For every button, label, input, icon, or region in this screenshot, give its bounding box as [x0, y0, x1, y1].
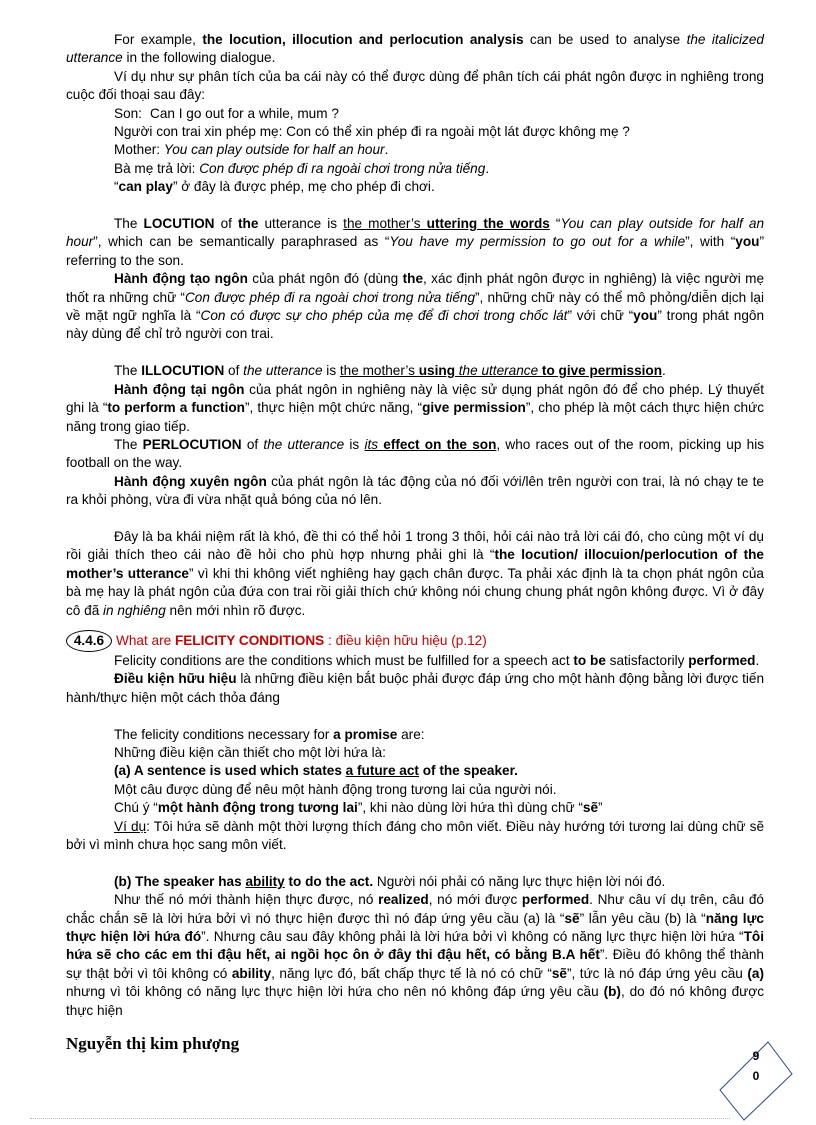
paragraph-exam-note: Đây là ba khái niệm rất là khó, đề thi có thể hỏi 1 trong 3 thôi, hỏi cái nào trả lời cái đó, cho cùng một ví dụ rồi giải thích theo cái nào đề hỏi cho phù hợp nhưng phải ghi là “the locution/ illocuion/perlocution of the mother’s utterance” vì khi thi không viết nghiêng hay gạch chân được. Ta phải xác định là ta chọn phát ngôn của bà mẹ hay là phát ngôn của đứa con trai rồi giải thích chứ không nói chung chung phát ngôn không được. Vì ở đây cô đã in nghiêng nên mới nhìn rõ được. [66, 528, 764, 618]
paragraph-example-intro-vn: Ví dụ như sự phân tích của ba cái này có thể được dùng để phân tích cái phát ngôn được in nghiêng trong cuộc đối thoại sau đây: [66, 68, 764, 103]
dialogue-son-vn: Người con trai xin phép mẹ: Con có thể xin phép đi ra ngoài một lát được không mẹ ? [114, 124, 630, 140]
promise-intro: The felicity conditions necessary for a promise are: [114, 726, 425, 742]
section-number: 4.4.6 [66, 630, 112, 652]
dialogue-son: Son: Can I go out for a while, mum ? [114, 105, 339, 121]
section-title: What are FELICITY CONDITIONS : điều kiện hữu hiệu (p.12) [116, 632, 487, 648]
paragraph-perlocution-vn: Hành động xuyên ngôn của phát ngôn là tác động của nó đối với/lên trên người con trai, là nó chạy te te ra khỏi phòng, vừa đi vừa nhặt quả bóng của nó lên. [66, 473, 764, 508]
can-play-note: “can play” ở đây là được phép, mẹ cho phép đi chơi. [114, 179, 435, 195]
condition-b: (b) The speaker has ability to do the act. Người nói phải có năng lực thực hiện lời nói đó. [114, 873, 666, 889]
page-number-box [716, 1040, 796, 1122]
section-heading-felicity [66, 630, 764, 652]
condition-a-example: Ví dụ: Tôi hứa sẽ dành một thời lượng thích đáng cho môn viết. Điều này hướng tới tương lai dùng chữ sẽ bởi vì mình chưa học sang môn viết. [66, 818, 765, 852]
paragraph-felicity-definition: Felicity conditions are the conditions which must be fulfilled for a speech act to be satisfactorily performed. [114, 652, 760, 668]
paragraph-ability-vn: Như thế nó mới thành hiện thực được, nó realized, nó mới được performed. Như câu ví dụ trên, câu đó chắc chắn sẽ là lời hứa bởi vì nó thực hiện được thì nó đáp ứng yêu cầu (a) là “sẽ” lẫn yêu cầu (b) là “năng lực thực hiện lời hứa đó”. Nhưng câu sau đây không phải là lời hứa bởi vì không có năng lực thực hiện lời hứa “Tôi hứa sẽ cho các em thi đậu hết, ai ngồi học ôn ở đây thi đậu hết, có bằng B.A hết”. Điều đó không thể thành sự thật bởi vì tôi không có ability, năng lực đó, bất chấp thực tế là nó có chữ “sẽ”, tức là nó đáp ứng yêu cầu (a) nhưng vì tôi không có năng lực thực hiện lời hứa cho nên nó không đáp ứng yêu cầu (b), do đó nó không được thực hiện [66, 892, 764, 1018]
paragraph-perlocution: The PERLOCUTION of the utterance is its effect on the son, who races out of the room, picking up his football on the way. [66, 436, 765, 471]
author-name: Nguyễn thị kim phượng [66, 1034, 240, 1053]
footer-divider [30, 1118, 730, 1119]
condition-a-note: Chú ý “một hành động trong tương lai”, khi nào dùng lời hứa thì dùng chữ “sẽ” [114, 800, 603, 816]
paragraph-locution-vn: Hành động tạo ngôn của phát ngôn đó (dùng the, xác định phát ngôn được in nghiêng) là việc người mẹ thốt ra những chữ “Con được phép đi ra ngoài chơi trong nửa tiếng”, những chữ này có thể mô phỏng/diễn dịch lại về mặt ngữ nghĩa là “Con có được sự cho phép của mẹ để đi chơi trong chốc lát” với chữ “you” trong phát ngôn này dùng để chỉ trỏ người con trai. [66, 271, 765, 342]
dialogue-mother-vn: Bà mẹ trả lời: Con được phép đi ra ngoài chơi trong nửa tiếng. [114, 160, 490, 176]
page-number: 9 0 [752, 1049, 760, 1083]
condition-a: (a) A sentence is used which states a future act of the speaker. [114, 763, 518, 779]
condition-a-vn: Một câu được dùng để nêu một hành động trong tương lai của người nói. [114, 781, 557, 797]
paragraph-felicity-vn: Điều kiện hữu hiệu là những điều kiện bắt buộc phải được đáp ứng cho một hành động bằng lời được tiến hành/thực hiện một cách thỏa đáng [66, 671, 764, 705]
paragraph-locution: The LOCUTION of the utterance is the mother’s uttering the words “You can play outside for half an hour”, which can be semantically paraphrased as “You have my permission to go out for a while”, with “you” referring to the son. [66, 216, 764, 268]
promise-intro-vn: Những điều kiện cần thiết cho một lời hứa là: [114, 744, 386, 760]
document-body [66, 31, 764, 1020]
paragraph-illocution: The ILLOCUTION of the utterance is the mother’s using the utterance to give permission. [114, 363, 666, 379]
paragraph-illocution-vn: Hành động tại ngôn của phát ngôn in nghiêng này là việc sử dụng phát ngôn đó để cho phép. Lý thuyết ghi là “to perform a function”, thực hiện một chức năng, “give permission”, cho phép là một cách thực hiện chức năng trong giao tiếp. [66, 381, 764, 434]
paragraph-example-intro: For example, the locution, illocution and perlocution analysis can be used to analyse the italicized utterance in the following dialogue. [66, 32, 764, 66]
dialogue-mother: Mother: You can play outside for half an hour. [114, 142, 389, 158]
